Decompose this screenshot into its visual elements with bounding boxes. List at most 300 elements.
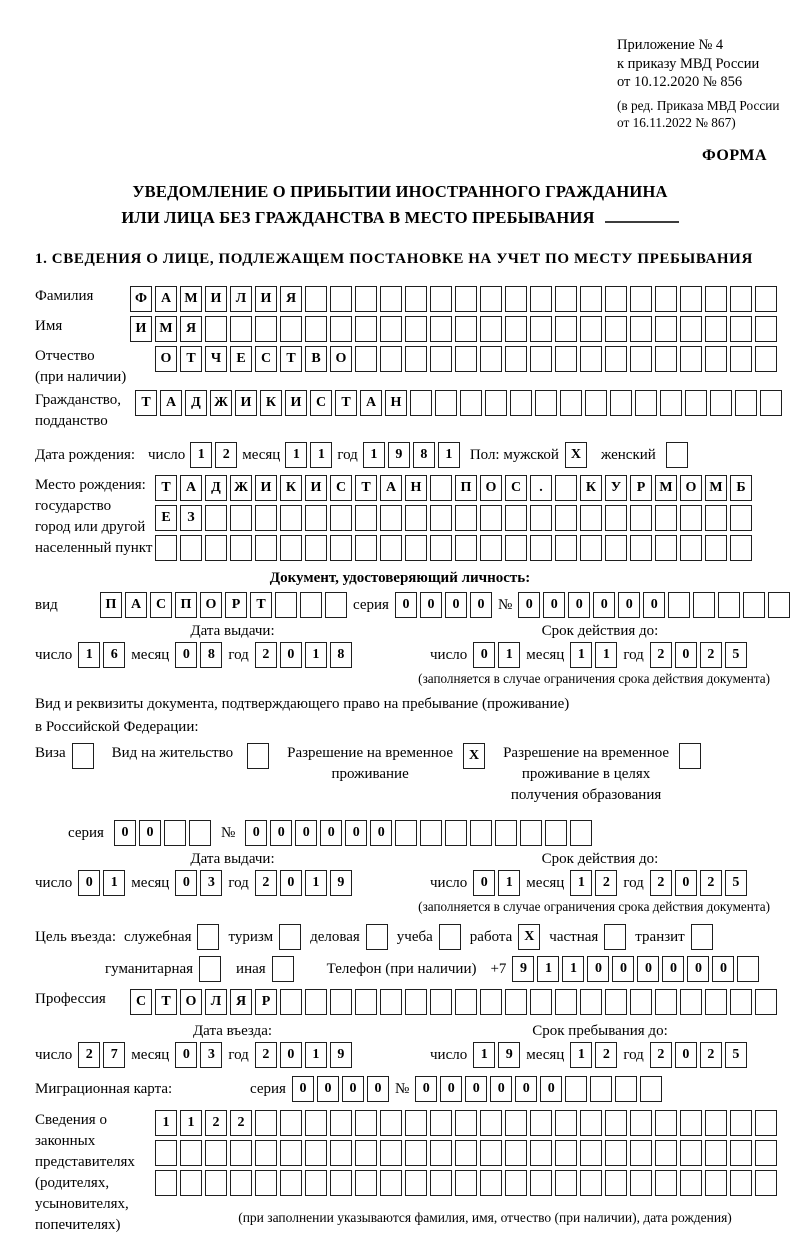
form-cell: 0 — [175, 870, 197, 896]
form-cell: 2 — [700, 1042, 722, 1068]
form-cell: Е — [155, 505, 177, 531]
form-cell: 9 — [498, 1042, 520, 1068]
form-cell: 2 — [650, 1042, 672, 1068]
form-cell — [655, 505, 677, 531]
year-label: год — [623, 1046, 644, 1063]
id-valid-year-cells — [650, 642, 747, 668]
form-cell: 0 — [687, 956, 709, 982]
permit-issue-year-cells — [255, 870, 352, 896]
form-cell — [280, 505, 302, 531]
permit-dates-row — [0, 870, 800, 896]
form-cell — [305, 535, 327, 561]
form-cell: 0 — [175, 1042, 197, 1068]
form-cell — [455, 346, 477, 372]
form-cell — [355, 535, 377, 561]
entry-date-group — [35, 1042, 430, 1068]
form-cell — [730, 1140, 752, 1166]
form-cell: И — [130, 316, 152, 342]
form-cell — [255, 1140, 277, 1166]
amendment-line: (в ред. Приказа МВД России — [617, 97, 780, 113]
temp-permit-edu-label-line1: Разрешение на временное — [503, 745, 670, 762]
sex-female-label: женский — [600, 446, 656, 463]
form-cell: 2 — [650, 642, 672, 668]
form-cell: А — [180, 475, 202, 501]
residence-doc-types-row — [0, 743, 800, 806]
form-cell — [480, 1140, 502, 1166]
form-cell: 2 — [215, 442, 237, 468]
birth-place-label — [35, 475, 155, 559]
form-cell: 1 — [562, 956, 584, 982]
form-cell — [505, 1170, 527, 1196]
form-cell: 0 — [445, 592, 467, 618]
form-cell — [755, 346, 777, 372]
sex-male-checkbox: X — [565, 442, 587, 468]
form-cell: 7 — [103, 1042, 125, 1068]
form-cell — [460, 390, 482, 416]
form-cell: С — [505, 475, 527, 501]
form-cell — [455, 505, 477, 531]
surname-label: Фамилия — [35, 288, 94, 305]
id-issue-year-cells — [255, 642, 352, 668]
form-cell — [615, 1076, 637, 1102]
form-cell: 0 — [618, 592, 640, 618]
form-cell — [693, 592, 715, 618]
form-cell: 1 — [570, 642, 592, 668]
form-cell — [580, 505, 602, 531]
form-cell — [605, 505, 627, 531]
form-cell — [305, 989, 327, 1015]
form-cell: А — [160, 390, 182, 416]
permit-number-boxes — [245, 820, 592, 846]
form-cell: 1 — [438, 442, 460, 468]
form-cell — [330, 989, 352, 1015]
birth-date-group — [148, 442, 460, 468]
form-cell — [395, 820, 417, 846]
day-label: число — [35, 1046, 73, 1063]
form-cell — [355, 1170, 377, 1196]
form-cell — [455, 989, 477, 1015]
form-cell — [505, 316, 527, 342]
form-cell: Д — [185, 390, 207, 416]
purpose-item-tourism — [228, 924, 301, 950]
surname-row — [0, 286, 800, 312]
form-cell: 1 — [498, 870, 520, 896]
id-valid-date-group — [430, 642, 747, 668]
form-cell: 0 — [470, 592, 492, 618]
purpose-item-other — [236, 956, 294, 982]
form-cell — [505, 1110, 527, 1136]
purpose-item-label: транзит — [635, 928, 685, 945]
form-cell: Ж — [210, 390, 232, 416]
form-cell: И — [205, 286, 227, 312]
form-label: ФОРМА — [701, 147, 767, 165]
form-cell — [255, 535, 277, 561]
purpose-row-1 — [0, 924, 800, 950]
form-cell — [280, 1140, 302, 1166]
form-cell — [730, 989, 752, 1015]
form-cell — [430, 475, 452, 501]
form-cell — [668, 592, 690, 618]
day-label: число — [430, 1046, 468, 1063]
form-cell: 0 — [675, 1042, 697, 1068]
temp-permit-label — [287, 743, 453, 785]
form-cell: 1 — [537, 956, 559, 982]
form-cell: М — [705, 475, 727, 501]
form-cell — [355, 346, 377, 372]
birth-place-label-line1: Место рождения: — [35, 477, 146, 494]
form-cell — [630, 989, 652, 1015]
form-cell: 2 — [595, 870, 617, 896]
id-valid-month-cells — [570, 642, 617, 668]
phone-boxes — [512, 956, 759, 982]
form-cell: И — [285, 390, 307, 416]
form-cell: И — [255, 286, 277, 312]
form-cell: Р — [255, 989, 277, 1015]
form-cell: Т — [335, 390, 357, 416]
id-dates-header-row — [0, 623, 800, 640]
birth-place-label-line4: населенный пункт — [35, 540, 153, 557]
form-cell: 0 — [345, 820, 367, 846]
entry-dates-row — [0, 1042, 800, 1068]
form-cell — [605, 989, 627, 1015]
legal-reps-label-line2: законных — [35, 1133, 96, 1150]
birth-place-boxes-row1 — [155, 475, 752, 501]
form-cell — [730, 1110, 752, 1136]
form-cell — [655, 535, 677, 561]
form-cell — [530, 346, 552, 372]
form-cell — [635, 390, 657, 416]
stay-until-header: Срок пребывания до: — [532, 1023, 668, 1040]
form-cell — [280, 535, 302, 561]
purpose-business-checkbox — [366, 924, 388, 950]
month-label: месяц — [131, 874, 170, 891]
form-cell — [505, 505, 527, 531]
visa-label: Виза — [35, 745, 66, 762]
birth-place-row — [0, 475, 800, 565]
legal-reps-label — [35, 1110, 155, 1236]
year-label: год — [623, 874, 644, 891]
form-cell: 0 — [114, 820, 136, 846]
form-cell — [380, 1140, 402, 1166]
form-cell — [680, 286, 702, 312]
form-cell: П — [175, 592, 197, 618]
purpose-item-humanitarian — [105, 956, 221, 982]
given-name-label: Имя — [35, 318, 63, 335]
form-cell — [355, 286, 377, 312]
stay-day-cells — [473, 1042, 520, 1068]
form-cell — [330, 316, 352, 342]
form-cell — [630, 346, 652, 372]
form-cell — [405, 1170, 427, 1196]
form-cell — [405, 286, 427, 312]
form-cell — [680, 316, 702, 342]
purpose-item-transit — [635, 924, 712, 950]
form-cell — [755, 286, 777, 312]
entry-month-cells — [175, 1042, 222, 1068]
form-cell — [330, 1110, 352, 1136]
form-cell: 3 — [200, 870, 222, 896]
form-cell: 1 — [498, 642, 520, 668]
year-label: год — [228, 874, 249, 891]
purpose-item-label: частная — [549, 928, 599, 945]
form-cell — [430, 1170, 452, 1196]
temp-permit-label-line1: Разрешение на временное — [287, 745, 454, 762]
form-cell: 0 — [370, 820, 392, 846]
title-line-2-wrap — [0, 205, 800, 231]
form-cell — [430, 286, 452, 312]
form-cell: 0 — [175, 642, 197, 668]
form-cell: А — [125, 592, 147, 618]
form-cell: 0 — [280, 870, 302, 896]
form-cell — [380, 505, 402, 531]
form-cell — [480, 316, 502, 342]
form-cell: 0 — [662, 956, 684, 982]
form-cell — [555, 535, 577, 561]
form-cell — [630, 1170, 652, 1196]
form-cell: О — [480, 475, 502, 501]
form-cell — [680, 1170, 702, 1196]
form-cell — [355, 989, 377, 1015]
form-cell: 0 — [568, 592, 590, 618]
form-cell — [495, 820, 517, 846]
form-cell: 8 — [200, 642, 222, 668]
form-cell — [680, 1140, 702, 1166]
form-cell — [555, 286, 577, 312]
purpose-humanitarian-checkbox — [199, 956, 221, 982]
profession-label: Профессия — [35, 991, 106, 1008]
form-cell — [255, 505, 277, 531]
form-cell — [155, 1170, 177, 1196]
form-cell: 0 — [415, 1076, 437, 1102]
entry-day-cells — [78, 1042, 125, 1068]
form-cell — [655, 286, 677, 312]
form-cell — [755, 989, 777, 1015]
form-cell — [530, 286, 552, 312]
form-cell — [164, 820, 186, 846]
form-cell: У — [605, 475, 627, 501]
legal-reps-boxes-row2 — [155, 1140, 777, 1166]
given-name-row — [0, 316, 800, 342]
section1-title: 1. СВЕДЕНИЯ О ЛИЦЕ, ПОДЛЕЖАЩЕМ ПОСТАНОВКЕ НА УЧЕТ ПО МЕСТУ ПРЕБЫВАНИЯ — [35, 251, 753, 268]
form-cell — [180, 535, 202, 561]
form-cell — [530, 505, 552, 531]
sex-male-label: Пол: мужской — [469, 446, 559, 463]
form-cell — [705, 535, 727, 561]
purpose-item-private — [549, 924, 626, 950]
residence-permit-item — [112, 743, 269, 769]
form-cell — [480, 1110, 502, 1136]
form-cell: 8 — [330, 642, 352, 668]
legal-reps-label-line5: усыновителях, — [35, 1196, 129, 1213]
purpose-work-checkbox: X — [518, 924, 540, 950]
form-cell: Я — [180, 316, 202, 342]
purpose-item-work — [470, 924, 541, 950]
legal-reps-label-line3: представителях — [35, 1154, 135, 1171]
form-cell: 9 — [512, 956, 534, 982]
birth-place-label-line2: государство — [35, 498, 112, 515]
form-cell — [768, 592, 790, 618]
appendix-line: к приказу МВД России — [617, 55, 760, 72]
birth-place-label-line3: город или другой — [35, 519, 146, 536]
form-cell — [380, 1110, 402, 1136]
form-cell: 2 — [255, 1042, 277, 1068]
form-cell — [555, 346, 577, 372]
form-cell: 0 — [675, 870, 697, 896]
form-cell — [180, 1170, 202, 1196]
birth-year-cells — [363, 442, 460, 468]
form-cell — [520, 820, 542, 846]
id-dates-row — [0, 642, 800, 668]
form-cell: И — [255, 475, 277, 501]
purpose-study-checkbox — [439, 924, 461, 950]
form-cell — [585, 390, 607, 416]
citizenship-label-line2: подданство — [35, 413, 108, 430]
month-label: месяц — [526, 1046, 565, 1063]
form-cell: Ф — [130, 286, 152, 312]
form-cell: В — [305, 346, 327, 372]
form-cell — [530, 1140, 552, 1166]
form-cell — [655, 1170, 677, 1196]
form-cell — [480, 989, 502, 1015]
migration-number-label: № — [394, 1080, 410, 1097]
form-cell — [655, 989, 677, 1015]
form-cell — [405, 1110, 427, 1136]
form-cell: 1 — [473, 1042, 495, 1068]
form-cell: М — [655, 475, 677, 501]
form-cell — [555, 505, 577, 531]
purpose-item-label: служебная — [123, 928, 192, 945]
form-cell: 0 — [292, 1076, 314, 1102]
form-cell — [730, 505, 752, 531]
id-number-boxes — [518, 592, 790, 618]
form-cell — [505, 1140, 527, 1166]
form-cell — [680, 1110, 702, 1136]
amendment-line: от 16.11.2022 № 867) — [617, 114, 736, 130]
form-cell: 8 — [413, 442, 435, 468]
profession-row — [0, 989, 800, 1015]
form-cell — [155, 1140, 177, 1166]
form-cell — [205, 316, 227, 342]
identity-doc-header: Документ, удостоверяющий личность: — [269, 570, 531, 587]
form-cell — [580, 1140, 602, 1166]
form-cell: 5 — [725, 642, 747, 668]
day-label: число — [430, 646, 468, 663]
form-cell — [405, 989, 427, 1015]
form-cell — [480, 535, 502, 561]
form-cell: 9 — [388, 442, 410, 468]
form-cell — [655, 346, 677, 372]
form-cell — [535, 390, 557, 416]
purpose-transit-checkbox — [691, 924, 713, 950]
form-cell: 0 — [490, 1076, 512, 1102]
form-cell: 2 — [78, 1042, 100, 1068]
residence-permit-label: Вид на жительство — [111, 745, 234, 762]
year-label: год — [228, 1046, 249, 1063]
purpose-item-label: деловая — [310, 928, 360, 945]
entry-year-cells — [255, 1042, 352, 1068]
legal-reps-row — [0, 1110, 800, 1236]
form-cell — [480, 286, 502, 312]
form-cell: Я — [230, 989, 252, 1015]
form-cell — [330, 535, 352, 561]
form-cell: Т — [155, 989, 177, 1015]
purpose-item-study — [397, 924, 461, 950]
form-cell — [680, 346, 702, 372]
permit-issue-date-header: Дата выдачи: — [190, 851, 275, 868]
form-cell: А — [360, 390, 382, 416]
form-cell: 0 — [420, 592, 442, 618]
form-cell — [230, 1140, 252, 1166]
legal-reps-boxes — [155, 1110, 777, 1226]
form-cell: 0 — [78, 870, 100, 896]
year-label: год — [623, 646, 644, 663]
form-cell — [718, 592, 740, 618]
form-cell: С — [150, 592, 172, 618]
form-cell: 0 — [317, 1076, 339, 1102]
form-cell — [470, 820, 492, 846]
form-cell: О — [180, 989, 202, 1015]
form-cell: 5 — [725, 1042, 747, 1068]
form-cell — [430, 1110, 452, 1136]
form-cell: Д — [205, 475, 227, 501]
form-cell — [455, 316, 477, 342]
form-cell: Л — [205, 989, 227, 1015]
id-series-boxes — [395, 592, 492, 618]
amendment-block — [617, 97, 800, 132]
form-cell — [355, 505, 377, 531]
form-cell — [605, 1110, 627, 1136]
form-cell — [455, 1170, 477, 1196]
form-cell: 1 — [78, 642, 100, 668]
form-cell — [230, 535, 252, 561]
form-cell — [560, 390, 582, 416]
form-cell: 1 — [570, 870, 592, 896]
form-cell — [255, 1110, 277, 1136]
appendix-line: Приложение № 4 — [617, 37, 724, 53]
form-cell — [630, 505, 652, 531]
form-cell — [580, 1110, 602, 1136]
form-cell — [555, 1110, 577, 1136]
legal-reps-note: (при заполнении указываются фамилия, имя, отчество (при наличии), дата рождения) — [238, 1210, 732, 1226]
form-cell — [305, 316, 327, 342]
form-cell — [710, 390, 732, 416]
purpose-item-label: работа — [469, 928, 513, 945]
form-cell — [505, 346, 527, 372]
birth-day-cells — [190, 442, 237, 468]
form-cell — [705, 346, 727, 372]
purpose-official-checkbox — [197, 924, 219, 950]
form-cell — [610, 390, 632, 416]
form-cell — [730, 535, 752, 561]
form-cell: 2 — [255, 870, 277, 896]
form-cell — [230, 316, 252, 342]
form-cell: К — [280, 475, 302, 501]
form-cell: Б — [730, 475, 752, 501]
form-cell: 9 — [330, 870, 352, 896]
legal-reps-label-line4: (родителях, — [35, 1175, 110, 1192]
permit-valid-year-cells — [650, 870, 747, 896]
form-cell: 0 — [245, 820, 267, 846]
form-cell — [660, 390, 682, 416]
temp-permit-edu-label-line2: проживание в целях — [521, 766, 651, 783]
form-cell — [410, 390, 432, 416]
form-cell: 0 — [593, 592, 615, 618]
form-cell — [580, 346, 602, 372]
form-cell — [735, 390, 757, 416]
profession-boxes — [130, 989, 777, 1015]
form-cell — [530, 989, 552, 1015]
form-cell — [755, 316, 777, 342]
